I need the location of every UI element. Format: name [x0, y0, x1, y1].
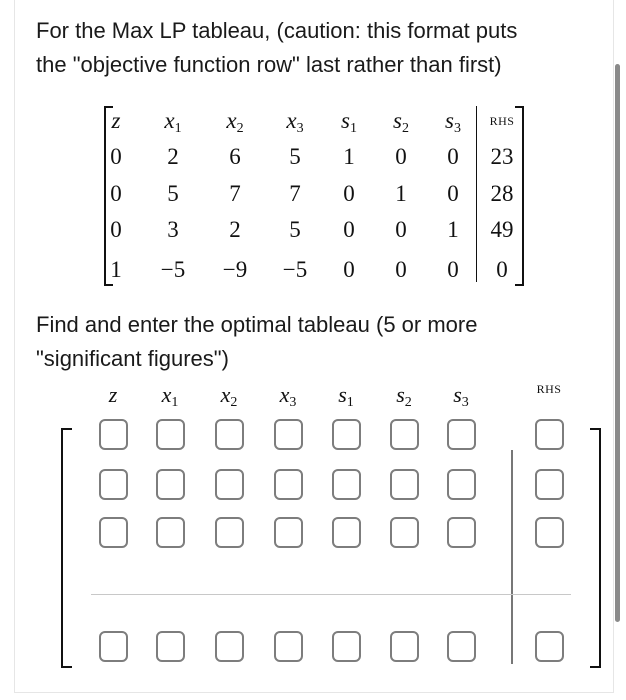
given-header-rhs: RHS — [489, 114, 515, 128]
given-cell: 0 — [496, 257, 508, 282]
answer-input[interactable] — [535, 631, 564, 662]
given-cell: 1 — [447, 217, 459, 242]
answer-rhs-separator — [511, 450, 513, 664]
answer-header-x3: x3 — [279, 382, 297, 410]
answer-objective-separator — [91, 594, 571, 595]
given-cell: 0 — [343, 257, 355, 282]
answer-input[interactable] — [99, 631, 128, 662]
answer-input[interactable] — [215, 419, 244, 450]
answer-input[interactable] — [535, 419, 564, 450]
answer-input[interactable] — [215, 469, 244, 500]
answer-input[interactable] — [99, 419, 128, 450]
answer-input[interactable] — [332, 469, 361, 500]
instruction-line-1: Find and enter the optimal tableau (5 or more — [36, 312, 478, 337]
given-cell: −5 — [282, 257, 308, 282]
answer-input[interactable] — [156, 517, 185, 548]
answer-input[interactable] — [215, 631, 244, 662]
prompt-line-1: For the Max LP tableau, (caution: this format puts — [36, 18, 518, 43]
given-header-x2: x2 — [226, 108, 244, 136]
rhs-separator — [476, 106, 477, 282]
given-cell: 0 — [110, 217, 122, 242]
given-cell: 1 — [110, 257, 122, 282]
given-cell: 0 — [447, 144, 459, 169]
given-header-s1: s1 — [341, 108, 357, 136]
given-cell: 2 — [229, 217, 241, 242]
answer-input[interactable] — [447, 469, 476, 500]
given-header-x1: x1 — [164, 108, 182, 136]
answer-input[interactable] — [99, 517, 128, 548]
given-header-s2: s2 — [393, 108, 409, 136]
answer-input[interactable] — [535, 517, 564, 548]
answer-header-s3: s3 — [453, 382, 469, 410]
answer-input[interactable] — [332, 631, 361, 662]
given-cell: 0 — [110, 144, 122, 169]
answer-header-x2: x2 — [220, 382, 238, 410]
instruction-line-2: "significant figures") — [36, 346, 229, 371]
scrollbar[interactable] — [615, 64, 620, 622]
given-cell: 6 — [229, 144, 241, 169]
answer-header-s2: s2 — [396, 382, 412, 410]
given-cell: 0 — [343, 181, 355, 206]
answer-input[interactable] — [274, 469, 303, 500]
given-cell: 28 — [490, 181, 514, 206]
given-cell: −9 — [222, 257, 248, 282]
given-cell: 5 — [167, 181, 179, 206]
given-cell: 0 — [343, 217, 355, 242]
answer-header-x1: x1 — [161, 382, 179, 410]
answer-input[interactable] — [390, 419, 419, 450]
given-header-x3: x3 — [286, 108, 304, 136]
given-cell: −5 — [160, 257, 186, 282]
answer-input[interactable] — [390, 631, 419, 662]
answer-input[interactable] — [390, 469, 419, 500]
given-header-z: z — [111, 108, 121, 133]
answer-input[interactable] — [447, 631, 476, 662]
prompt-line-2: the "objective function row" last rather than first) — [36, 52, 502, 77]
given-cell: 3 — [167, 217, 179, 242]
given-cell: 1 — [343, 144, 355, 169]
given-cell: 2 — [167, 144, 179, 169]
given-cell: 49 — [490, 217, 514, 242]
answer-input[interactable] — [99, 469, 128, 500]
given-cell: 7 — [229, 181, 241, 206]
answer-input[interactable] — [156, 419, 185, 450]
answer-input[interactable] — [156, 469, 185, 500]
answer-input[interactable] — [215, 517, 244, 548]
given-cell: 5 — [289, 144, 301, 169]
answer-input[interactable] — [447, 419, 476, 450]
answer-input[interactable] — [274, 419, 303, 450]
given-cell: 0 — [395, 144, 407, 169]
given-tableau — [104, 102, 524, 284]
answer-header-z: z — [108, 382, 118, 407]
given-cell: 0 — [395, 217, 407, 242]
instruction-text — [36, 308, 596, 376]
given-cell: 0 — [447, 257, 459, 282]
question-prompt — [36, 14, 596, 82]
given-cell: 0 — [110, 181, 122, 206]
answer-input[interactable] — [390, 517, 419, 548]
given-cell: 5 — [289, 217, 301, 242]
answer-header-s1: s1 — [338, 382, 354, 410]
answer-input[interactable] — [332, 419, 361, 450]
answer-input[interactable] — [274, 631, 303, 662]
given-cell: 0 — [447, 181, 459, 206]
answer-input[interactable] — [447, 517, 476, 548]
answer-input[interactable] — [535, 469, 564, 500]
answer-right-bracket — [590, 428, 601, 668]
given-cell: 23 — [490, 144, 514, 169]
given-cell: 1 — [395, 181, 407, 206]
given-header-s3: s3 — [445, 108, 461, 136]
answer-input[interactable] — [156, 631, 185, 662]
given-cell: 7 — [289, 181, 301, 206]
answer-input[interactable] — [274, 517, 303, 548]
answer-header-rhs: RHS — [536, 382, 562, 396]
answer-left-bracket — [61, 428, 72, 668]
answer-input[interactable] — [332, 517, 361, 548]
given-cell: 0 — [395, 257, 407, 282]
